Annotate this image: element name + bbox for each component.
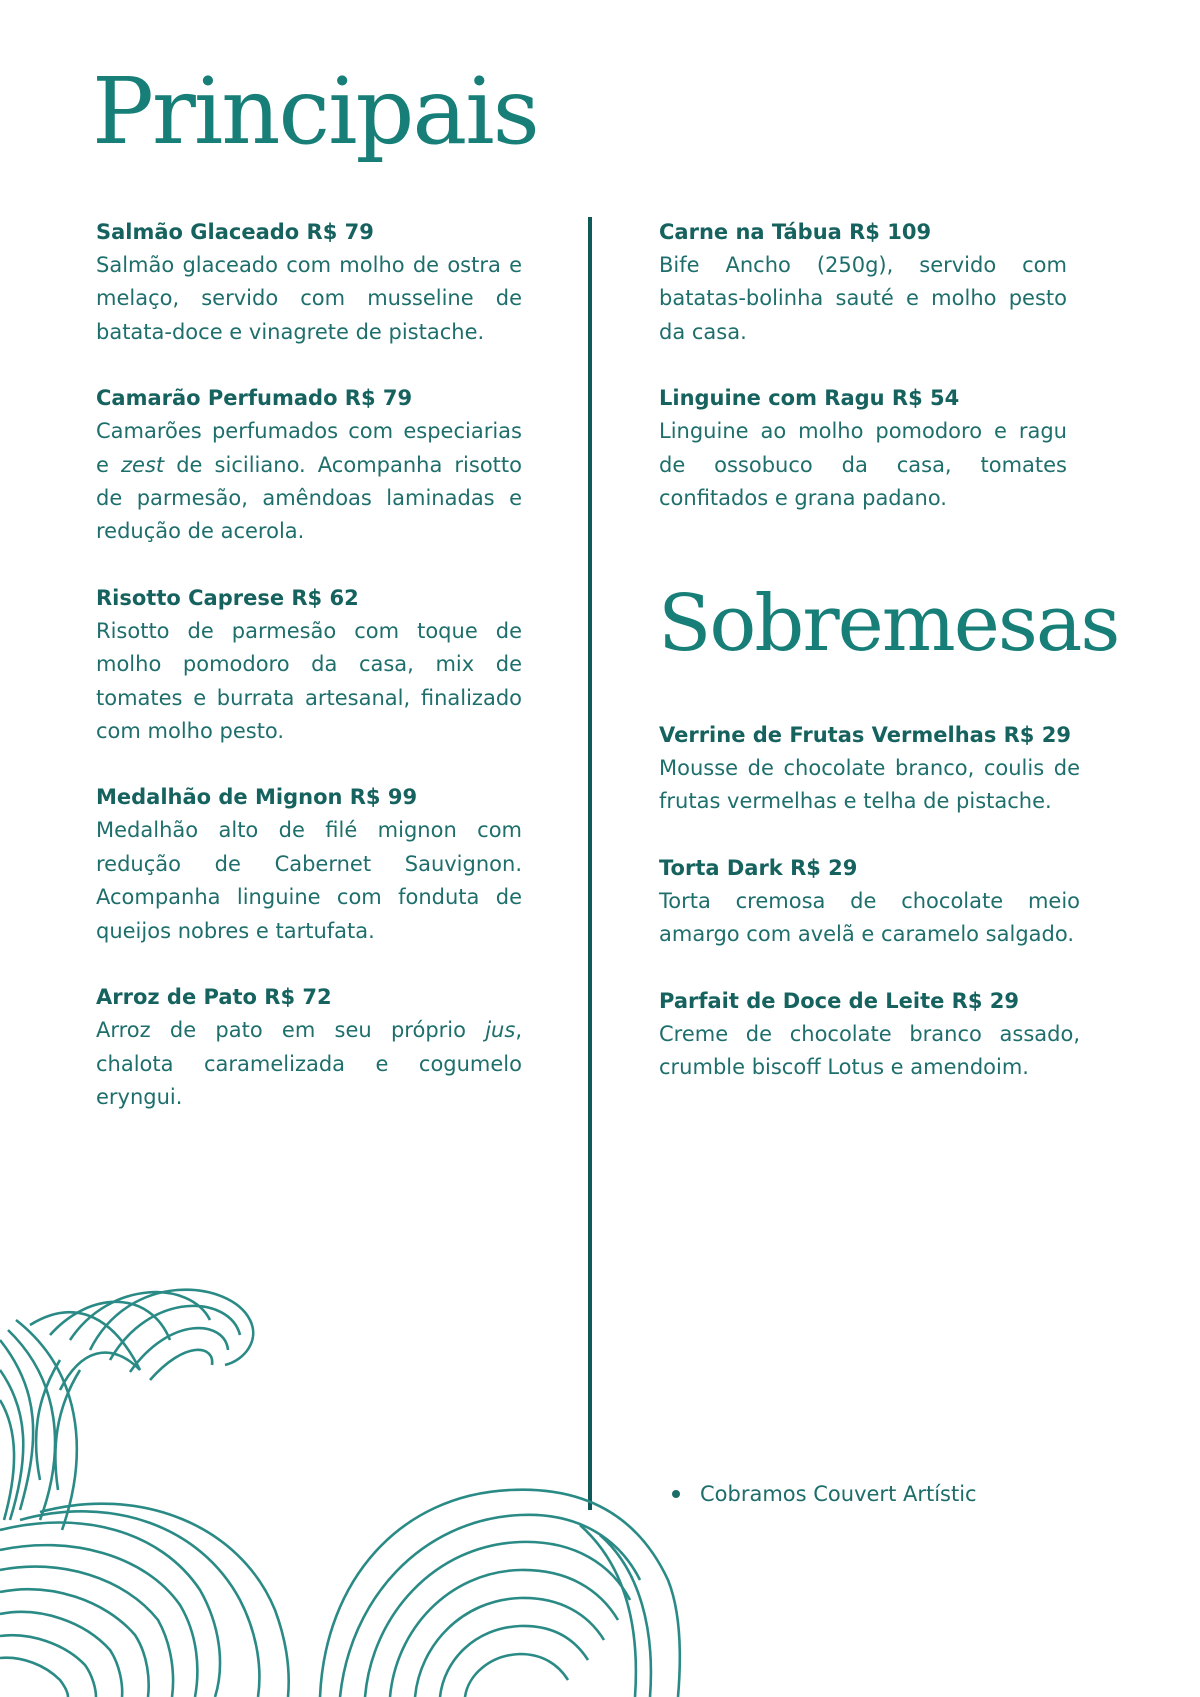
menu-item-title: Parfait de Doce de Leite R$ 29 — [659, 988, 1019, 1013]
menu-item-description — [659, 249, 1067, 349]
menu-item-verrine-de-frutas-vermelhas — [659, 719, 1080, 819]
description-text: Risotto de parmesão com toque de molho pomodoro da casa, mix de tomates e burrata artesanal, finalizado com molho pesto. — [96, 618, 522, 744]
description-text: Bife Ancho (250g), servido com batatas-bolinha sauté e molho pesto da casa. — [659, 253, 1067, 344]
description-text: Mousse de chocolate branco, coulis de frutas vermelhas e telha de pistache. — [659, 756, 1080, 814]
menu-item-title: Linguine com Ragu R$ 54 — [659, 386, 960, 411]
menu-item-risotto-caprese — [96, 582, 522, 749]
lower-left-leaf-illustration — [0, 1504, 289, 1697]
menu-item-description — [96, 249, 522, 349]
menu-item-title: Torta Dark R$ 29 — [659, 855, 858, 880]
description-text: Arroz de pato em seu próprio — [96, 1018, 486, 1043]
menu-item-parfait-de-doce-de-leite — [659, 985, 1080, 1085]
heading-principais: Principais — [92, 58, 538, 165]
lower-right-leaf-illustration — [320, 1490, 680, 1697]
menu-item-description — [96, 1014, 522, 1114]
menu-item-arroz-de-pato — [96, 981, 522, 1114]
leaf-line-art-decoration — [0, 1280, 700, 1697]
principais-left-column — [96, 216, 522, 1147]
menu-item-title: Camarão Perfumado R$ 79 — [96, 386, 413, 411]
couvert-note-text: Cobramos Couvert Artístic — [700, 1482, 977, 1506]
menu-item-description — [659, 752, 1080, 819]
couvert-note — [672, 1482, 977, 1506]
description-text: Salmão glaceado com molho de ostra e melaço, servido com musseline de batata-doce e vinagrete de pistache. — [96, 253, 522, 344]
menu-item-linguine-com-ragu — [659, 382, 1067, 515]
menu-item-description — [659, 885, 1080, 952]
menu-item-title: Salmão Glaceado R$ 79 — [96, 220, 374, 244]
description-text: de siciliano. Acompanha risotto de parmesão, amêndoas laminadas e redução de acerola. — [96, 452, 522, 544]
menu-item-description — [96, 415, 522, 549]
description-text: Medalhão alto de filé mignon com redução de Cabernet Sauvignon. Acompanha linguine com fonduta de queijos nobres e tartufata. — [96, 818, 522, 943]
description-text: Torta cremosa de chocolate meio amargo com avelã e caramelo salgado. — [659, 888, 1080, 947]
heading-sobremesas: Sobremesas — [658, 579, 1119, 669]
description-text: Camarões perfumados com especiarias e — [96, 419, 522, 477]
description-text: Linguine ao molho pomodoro e ragu de ossobuco da casa, tomates confitados e grana padano. — [659, 419, 1067, 511]
menu-item-torta-dark — [659, 852, 1080, 952]
italic-term: jus — [485, 1018, 516, 1043]
description-text: , chalota caramelizada e cogumelo eryngui. — [96, 1018, 522, 1109]
menu-item-title: Medalhão de Mignon R$ 99 — [96, 785, 418, 810]
principais-right-column — [659, 216, 1067, 548]
sobremesas-column — [659, 719, 1080, 1117]
menu-item-title: Arroz de Pato R$ 72 — [96, 985, 332, 1010]
description-text: Creme de chocolate branco assado, crumble biscoff Lotus e amendoim. — [659, 1021, 1080, 1080]
menu-item-camarao-perfumado — [96, 382, 522, 549]
menu-item-salmao-glaceado — [96, 216, 522, 349]
menu-item-description — [659, 1018, 1080, 1085]
menu-item-title: Risotto Caprese R$ 62 — [96, 585, 359, 610]
menu-item-description — [96, 814, 522, 948]
menu-item-title: Carne na Tábua R$ 109 — [659, 220, 932, 244]
italic-term: zest — [121, 452, 165, 477]
menu-item-carne-na-tabua — [659, 216, 1067, 349]
upper-leaf-illustration — [0, 1290, 253, 1530]
menu-item-description — [659, 415, 1067, 515]
menu-item-medalhao-de-mignon — [96, 781, 522, 948]
menu-item-title: Verrine de Frutas Vermelhas R$ 29 — [659, 723, 1071, 747]
menu-item-description — [96, 615, 522, 749]
